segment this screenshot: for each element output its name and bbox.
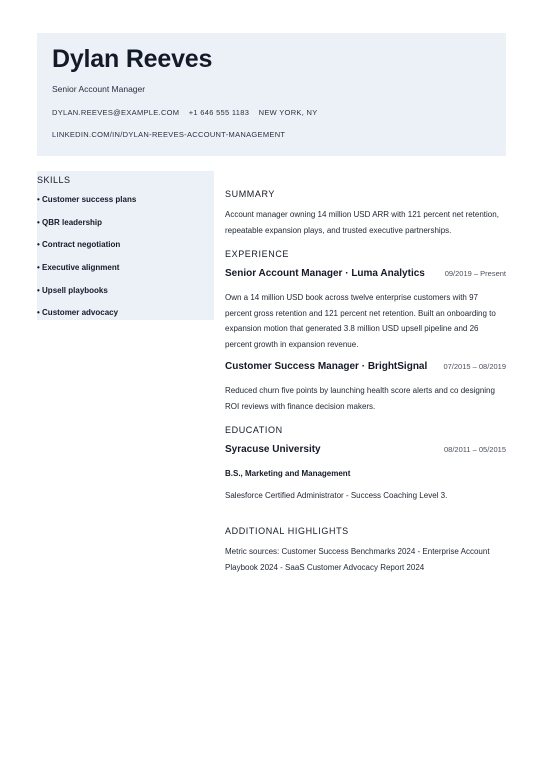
location: NEW YORK, NY	[258, 108, 318, 117]
skill-item: • Upsell playbooks	[37, 286, 108, 295]
education-dates: 08/2011 – 05/2015	[443, 445, 506, 454]
job-description: Own a 14 million USD book across twelve enterprise customers with 97 percent gross retention and 121 percent net retention. Built an onboarding to expansion motion that generated 3.8 million USD upsell pipeline and 26 percent growth in expansion revenue.	[225, 293, 496, 349]
contact-row	[52, 108, 325, 117]
certifications: Salesforce Certified Administrator - Success Coaching Level 3.	[225, 491, 448, 500]
email-link[interactable]: DYLAN.REEVES@EXAMPLE.COM	[52, 108, 180, 117]
job-title: Customer Success Manager · BrightSignal	[225, 361, 428, 372]
skill-item: • Customer success plans	[37, 195, 137, 204]
highlights-text: Metric sources: Customer Success Benchmarks 2024 - Enterprise Account Playbook 2024 - SaaS Customer Advocacy Report 2024	[225, 547, 490, 572]
candidate-name: Dylan Reeves	[52, 45, 213, 73]
skill-item: • Customer advocacy	[37, 308, 119, 317]
job-header	[225, 268, 506, 279]
job-dates: 09/2019 – Present	[444, 269, 506, 278]
resume-header	[37, 33, 506, 156]
linkedin-link[interactable]: LINKEDIN.COM/IN/DYLAN-REEVES-ACCOUNT-MANAGEMENT	[52, 130, 286, 139]
candidate-title: Senior Account Manager	[52, 84, 146, 94]
phone-number: +1 646 555 1183	[188, 108, 250, 117]
skill-item: • Contract negotiation	[37, 240, 121, 249]
skills-sidebar	[37, 171, 214, 320]
skill-item: • Executive alignment	[37, 263, 120, 272]
job-header	[225, 361, 506, 372]
job-dates: 07/2015 – 08/2019	[443, 362, 506, 371]
degree: B.S., Marketing and Management	[225, 469, 351, 478]
education-heading: EDUCATION	[225, 425, 283, 435]
highlights-heading: ADDITIONAL HIGHLIGHTS	[225, 526, 349, 536]
experience-heading: EXPERIENCE	[225, 249, 290, 259]
summary-heading: SUMMARY	[225, 189, 276, 199]
job-description: Reduced churn five points by launching health score alerts and co designing ROI reviews with finance decision makers.	[225, 386, 495, 411]
school-name: Syracuse University	[225, 444, 321, 455]
education-header	[225, 444, 506, 455]
skills-heading: SKILLS	[37, 175, 71, 185]
summary-text: Account manager owning 14 million USD ARR with 121 percent net retention, repeatable expansion plays, and trusted executive partnerships.	[225, 210, 499, 235]
skill-item: • QBR leadership	[37, 218, 103, 227]
job-title: Senior Account Manager · Luma Analytics	[225, 268, 425, 279]
